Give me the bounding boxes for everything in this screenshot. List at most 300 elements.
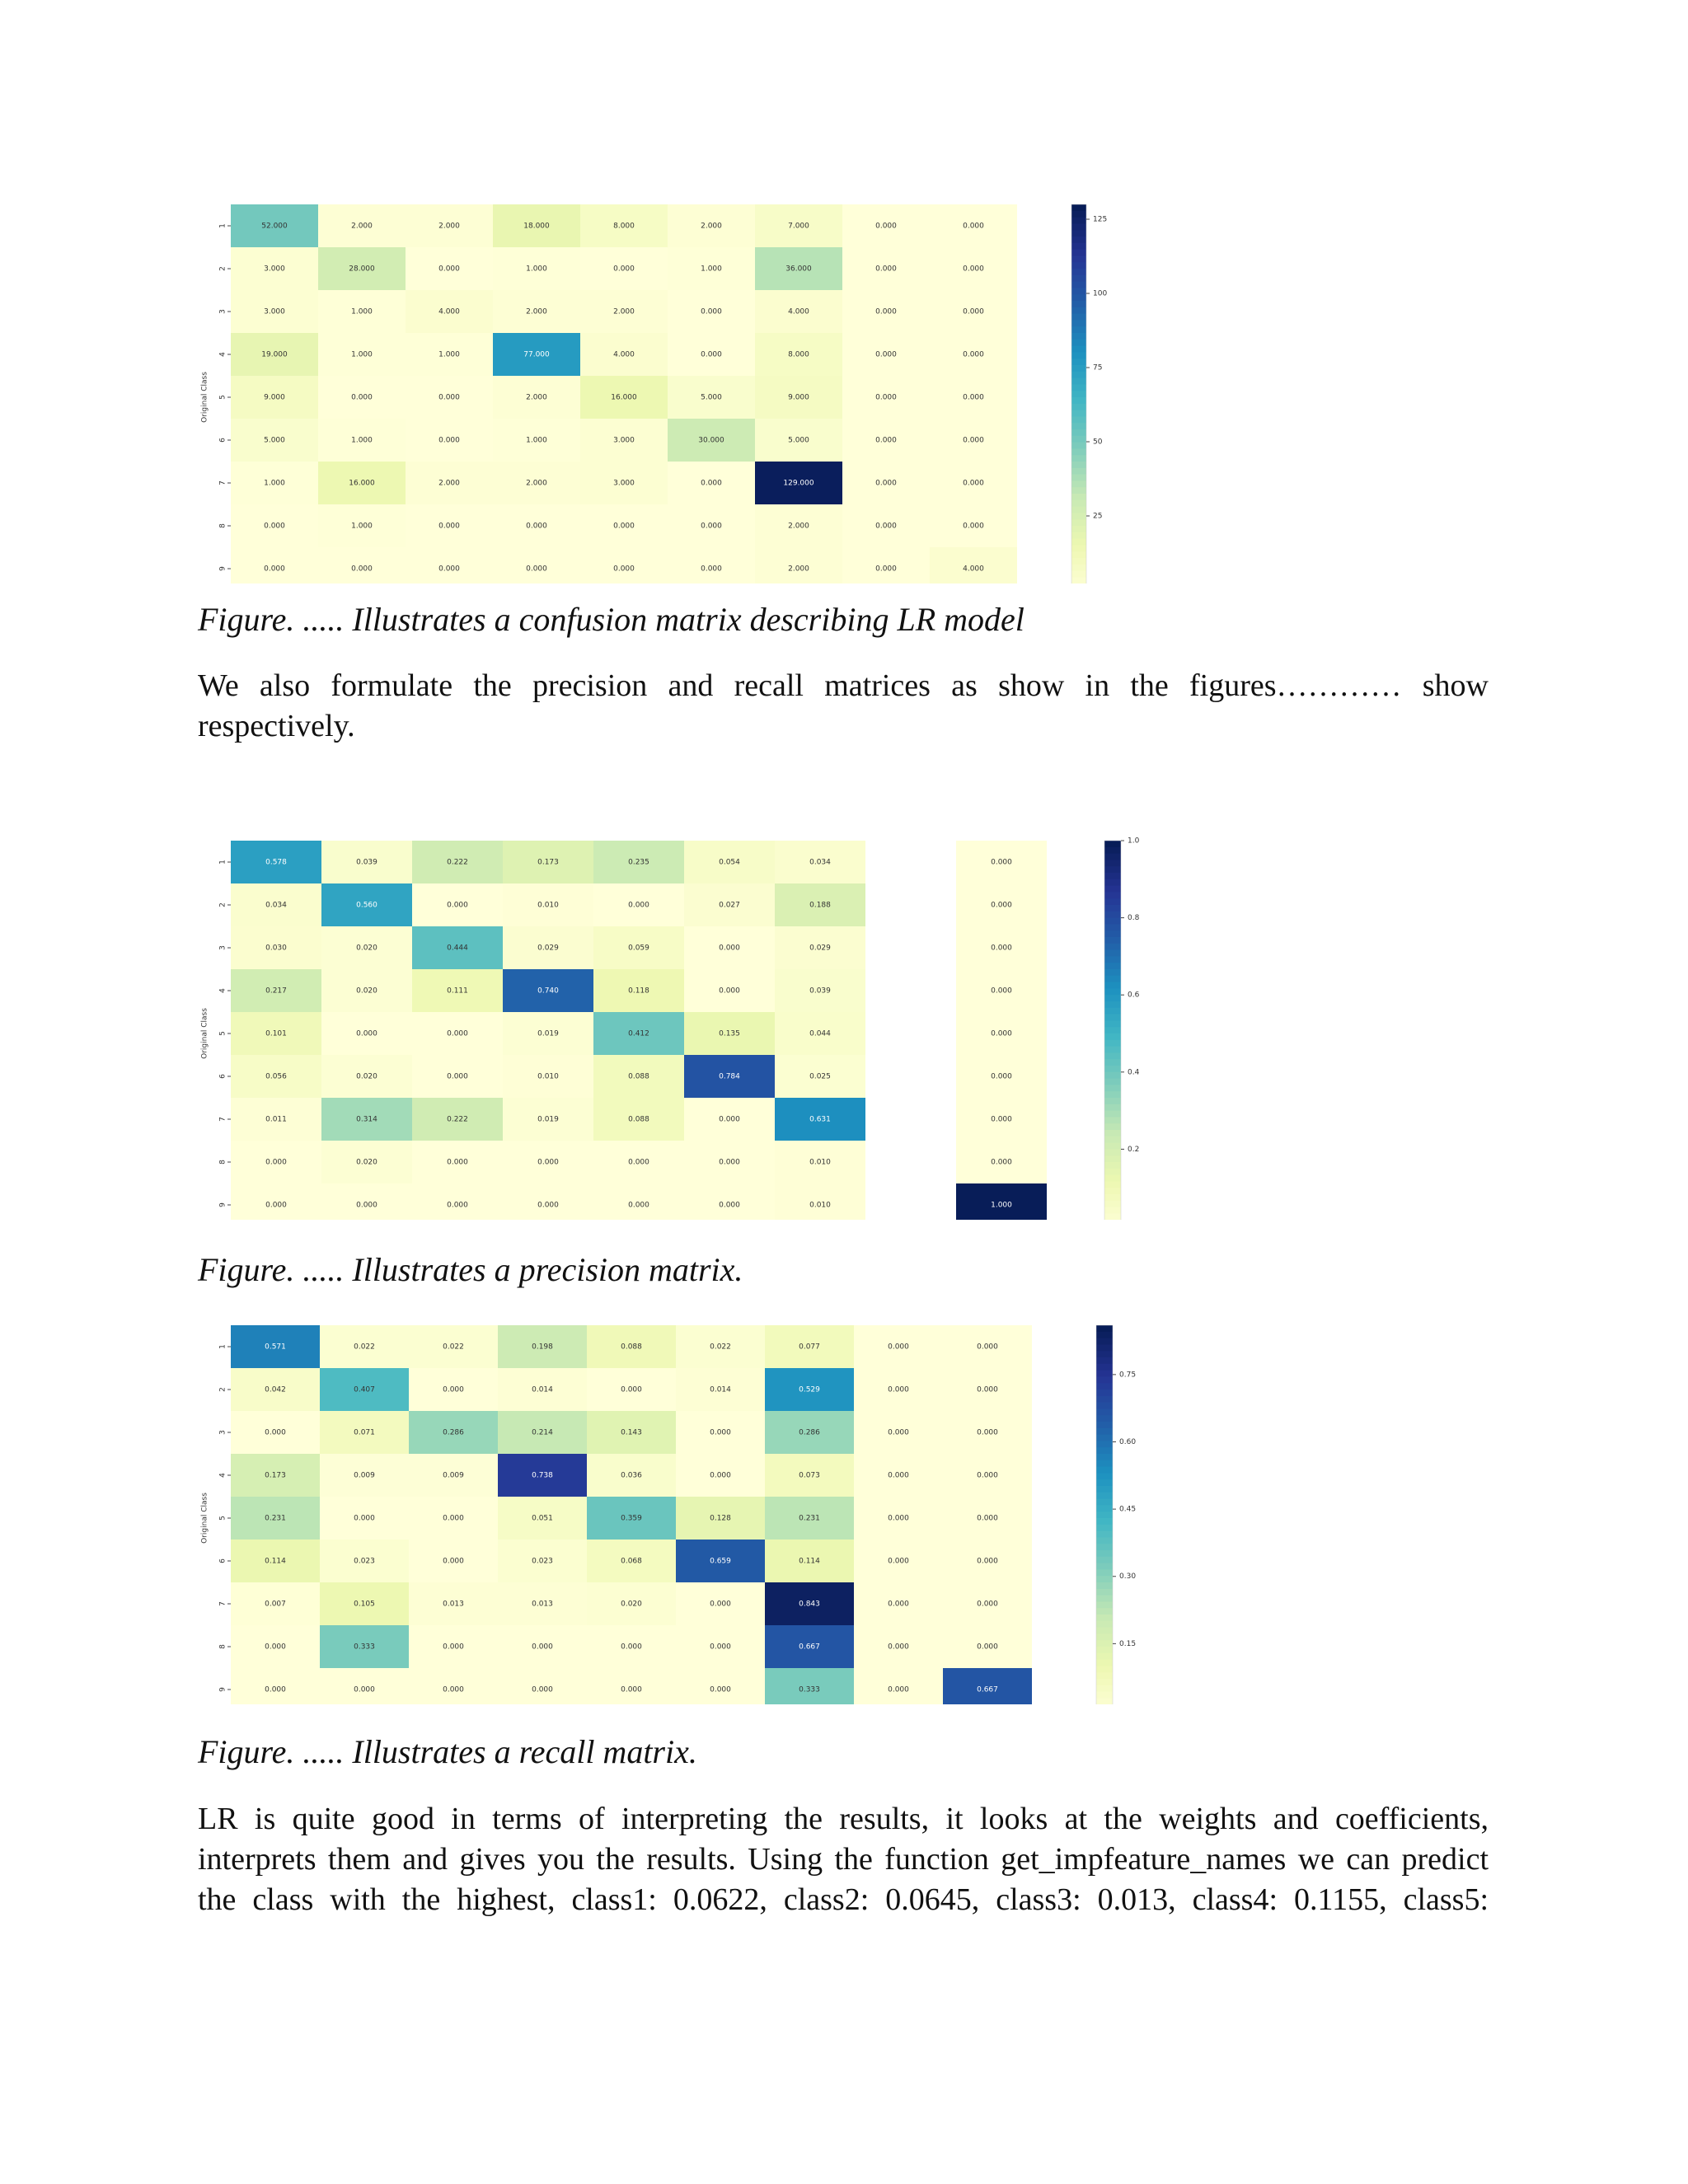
cell-value-label: 0.000: [963, 479, 984, 488]
cell-value-label: 0.000: [875, 265, 897, 274]
cell-value-label: 0.019: [537, 1115, 559, 1124]
cell-value-label: 0.020: [356, 944, 377, 953]
paragraph-line: LR is quite good in terms of interpreting the results, it looks at the weights and coefficients,: [198, 1802, 1489, 1836]
cell-value-label: 0.222: [447, 1115, 468, 1124]
colorbar-segment: [1071, 204, 1086, 211]
cell-value-label: 0.333: [799, 1685, 820, 1694]
cell-value-label: 0.000: [719, 944, 740, 953]
cell-value-label: 0.444: [447, 944, 468, 953]
cell-value-label: 0.000: [888, 1428, 909, 1437]
colorbar-segment: [1071, 494, 1086, 500]
cell-value-label: 0.000: [875, 436, 897, 445]
colorbar-tick-label: 25: [1093, 512, 1103, 521]
y-tick-label: 3: [218, 309, 227, 314]
cell-value-label: 0.022: [354, 1343, 375, 1352]
cell-value-label: 0.019: [537, 1029, 559, 1038]
colorbar-segment: [1096, 1685, 1113, 1692]
cell-value-label: 0.000: [888, 1343, 909, 1352]
cell-value-label: 0.000: [628, 901, 649, 910]
cell-value-label: 0.000: [701, 307, 722, 316]
cell-value-label: 0.000: [977, 1557, 998, 1566]
colorbar-tick-label: 0.8: [1128, 914, 1140, 923]
colorbar-segment: [1104, 1181, 1121, 1188]
colorbar-segment: [1104, 1098, 1121, 1104]
colorbar-segment: [1071, 359, 1086, 365]
cell-value-label: 0.020: [356, 1072, 377, 1081]
cell-value-label: 0.020: [356, 1158, 377, 1167]
cell-value-label: 0.659: [710, 1557, 731, 1566]
colorbar-segment: [1104, 1137, 1121, 1143]
cell-value-label: 0.022: [443, 1343, 464, 1352]
cell-value-label: 0.007: [265, 1600, 286, 1609]
cell-value-label: 0.000: [526, 522, 547, 531]
colorbar-segment: [1096, 1486, 1113, 1493]
cell-value-label: 0.000: [875, 522, 897, 531]
colorbar-segment: [1104, 860, 1121, 866]
cell-value-label: 5.000: [264, 436, 285, 445]
colorbar-segment: [1104, 1194, 1121, 1201]
colorbar-segment: [1104, 879, 1121, 886]
cell-value-label: 30.000: [698, 436, 724, 445]
y-tick-label: 8: [218, 1160, 227, 1165]
colorbar-segment: [1071, 326, 1086, 333]
colorbar-segment: [1096, 1479, 1113, 1486]
cell-value-label: 0.009: [443, 1471, 464, 1480]
cell-value-label: 4.000: [438, 307, 460, 316]
cell-value-label: 0.333: [354, 1643, 375, 1652]
colorbar-tick-label: 1.0: [1128, 837, 1140, 846]
cell-value-label: 0.000: [613, 565, 635, 574]
colorbar-segment: [1104, 1149, 1121, 1155]
colorbar-tick-label: 125: [1093, 215, 1108, 224]
paragraph-line: We also formulate the precision and recall matrices as show in the figures………… show: [198, 668, 1489, 703]
colorbar-segment: [1096, 1679, 1113, 1685]
colorbar-segment: [1071, 571, 1086, 578]
cell-value-label: 0.000: [710, 1685, 731, 1694]
cell-value-label: 0.114: [799, 1557, 820, 1566]
colorbar-segment: [1104, 1072, 1121, 1079]
colorbar-segment: [1071, 391, 1086, 397]
colorbar-segment: [1104, 937, 1121, 944]
cell-value-label: 0.000: [888, 1385, 909, 1394]
colorbar-segment: [1071, 558, 1086, 565]
colorbar-segment: [1071, 480, 1086, 487]
colorbar-segment: [1071, 294, 1086, 301]
colorbar-segment: [1096, 1563, 1113, 1570]
colorbar-segment: [1096, 1672, 1113, 1679]
cell-value-label: 0.027: [719, 901, 740, 910]
cell-value-label: 0.000: [875, 350, 897, 359]
cell-value-label: 77.000: [523, 350, 550, 359]
y-tick-label: 1: [218, 223, 227, 228]
colorbar-segment: [1104, 854, 1121, 860]
cell-value-label: 2.000: [438, 479, 460, 488]
cell-value-label: 0.000: [537, 1201, 559, 1210]
cell-value-label: 2.000: [788, 565, 809, 574]
colorbar-segment: [1096, 1371, 1113, 1377]
y-tick-label: 1: [218, 1344, 227, 1349]
cell-value-label: 0.000: [991, 901, 1012, 910]
cell-value-label: 0.000: [963, 307, 984, 316]
colorbar-segment: [1104, 898, 1121, 905]
colorbar-segment: [1071, 211, 1086, 218]
paragraph-line: interprets them and gives you the results. Using the function get_impfeature_names we can predict: [198, 1842, 1489, 1877]
colorbar-segment: [1071, 462, 1086, 468]
cell-value-label: 0.286: [443, 1428, 464, 1437]
colorbar-segment: [1104, 930, 1121, 937]
cell-value-label: 0.000: [963, 393, 984, 402]
y-tick-label: 4: [218, 352, 227, 357]
y-tick-label: 2: [218, 1387, 227, 1392]
paragraph-precision-recall: [198, 666, 1489, 747]
colorbar-segment: [1071, 519, 1086, 526]
colorbar-segment: [1104, 956, 1121, 963]
cell-value-label: 0.088: [628, 1115, 649, 1124]
colorbar-segment: [1096, 1640, 1113, 1647]
y-tick-label: 2: [218, 266, 227, 271]
cell-value-label: 0.000: [991, 858, 1012, 867]
cell-value-label: 0.020: [356, 987, 377, 996]
cell-value-label: 0.412: [628, 1029, 649, 1038]
cell-value-label: 0.000: [991, 1072, 1012, 1081]
cell-value-label: 8.000: [613, 222, 635, 231]
cell-value-label: 1.000: [264, 479, 285, 488]
cell-value-label: 2.000: [613, 307, 635, 316]
colorbar-segment: [1071, 352, 1086, 359]
cell-value-label: 0.000: [875, 222, 897, 231]
colorbar-segment: [1104, 1117, 1121, 1123]
y-tick-label: 1: [218, 860, 227, 865]
precision-matrix-figure: [198, 832, 1154, 1220]
y-tick-label: 6: [218, 438, 227, 443]
cell-value-label: 0.000: [354, 1514, 375, 1523]
cell-value-label: 0.000: [443, 1514, 464, 1523]
cell-value-label: 0.231: [265, 1514, 286, 1523]
colorbar-segment: [1104, 1130, 1121, 1137]
cell-value-label: 0.114: [265, 1557, 286, 1566]
cell-value-label: 129.000: [783, 479, 814, 488]
colorbar-segment: [1071, 372, 1086, 378]
cell-value-label: 0.578: [265, 858, 287, 867]
cell-value-label: 0.000: [354, 1685, 375, 1694]
cell-value-label: 0.056: [265, 1072, 287, 1081]
cell-value-label: 0.025: [809, 1072, 831, 1081]
cell-value-label: 0.000: [438, 393, 460, 402]
colorbar-segment: [1096, 1505, 1113, 1511]
colorbar-segment: [1104, 1001, 1121, 1008]
cell-value-label: 0.286: [799, 1428, 820, 1437]
precision-matrix-heatmap: [198, 832, 1154, 1220]
colorbar-segment: [1071, 275, 1086, 282]
colorbar-segment: [1096, 1647, 1113, 1653]
cell-value-label: 0.000: [991, 1115, 1012, 1124]
cell-value-label: 3.000: [613, 436, 635, 445]
y-tick-label: 9: [218, 1202, 227, 1207]
cell-value-label: 0.000: [532, 1685, 553, 1694]
colorbar-segment: [1071, 429, 1086, 436]
colorbar-tick-label: 0.15: [1119, 1639, 1137, 1648]
colorbar-segment: [1104, 1047, 1121, 1053]
colorbar-segment: [1104, 1188, 1121, 1194]
colorbar-segment: [1096, 1499, 1113, 1506]
cell-value-label: 0.222: [447, 858, 468, 867]
cell-value-label: 9.000: [264, 393, 285, 402]
colorbar-segment: [1104, 963, 1121, 969]
cell-value-label: 0.000: [447, 1201, 468, 1210]
colorbar-segment: [1104, 1079, 1121, 1085]
cell-value-label: 0.039: [809, 987, 831, 996]
cell-value-label: 0.000: [875, 393, 897, 402]
colorbar-segment: [1071, 468, 1086, 475]
colorbar-segment: [1096, 1525, 1113, 1531]
cell-value-label: 0.077: [799, 1343, 820, 1352]
colorbar-segment: [1096, 1447, 1113, 1454]
y-tick-label: 5: [218, 1031, 227, 1036]
confusion-matrix-figure: [198, 196, 1154, 583]
paragraph-line: the class with the highest, class1: 0.0622, class2: 0.0645, class3: 0.013, class4: 0.1155, class5:: [198, 1882, 1489, 1917]
cell-value-label: 0.000: [991, 944, 1012, 953]
colorbar-tick-label: 0.4: [1128, 1068, 1140, 1077]
cell-value-label: 0.022: [710, 1343, 731, 1352]
colorbar-segment: [1104, 969, 1121, 976]
cell-value-label: 0.000: [977, 1643, 998, 1652]
cell-value-label: 0.784: [719, 1072, 740, 1081]
cell-value-label: 0.000: [438, 265, 460, 274]
cell-value-label: 0.000: [977, 1600, 998, 1609]
colorbar-segment: [1096, 1364, 1113, 1371]
colorbar-segment: [1096, 1344, 1113, 1351]
colorbar-segment: [1096, 1589, 1113, 1596]
cell-value-label: 0.000: [443, 1685, 464, 1694]
y-tick-label: 9: [218, 1687, 227, 1692]
cell-value-label: 0.000: [443, 1557, 464, 1566]
colorbar-segment: [1071, 545, 1086, 551]
colorbar-segment: [1071, 577, 1086, 583]
colorbar-segment: [1071, 301, 1086, 307]
cell-value-label: 0.000: [963, 222, 984, 231]
confusion-matrix-heatmap: [198, 196, 1154, 583]
cell-value-label: 0.000: [356, 1029, 377, 1038]
cell-value-label: 1.000: [438, 350, 460, 359]
cell-value-label: 0.000: [613, 265, 635, 274]
colorbar-segment: [1096, 1422, 1113, 1428]
colorbar-segment: [1104, 1059, 1121, 1066]
cell-value-label: 0.000: [719, 1158, 740, 1167]
colorbar-segment: [1071, 404, 1086, 410]
colorbar-segment: [1096, 1698, 1113, 1704]
colorbar-segment: [1104, 1085, 1121, 1091]
cell-value-label: 0.000: [888, 1685, 909, 1694]
cell-value-label: 0.000: [888, 1557, 909, 1566]
paragraph-lr-interpretation: [198, 1799, 1489, 1920]
colorbar-segment: [1104, 892, 1121, 898]
colorbar-segment: [1071, 443, 1086, 449]
cell-value-label: 0.740: [537, 987, 559, 996]
cell-value-label: 0.000: [719, 1115, 740, 1124]
y-tick-label: 3: [218, 945, 227, 950]
colorbar-segment: [1071, 565, 1086, 571]
cell-value-label: 0.000: [701, 522, 722, 531]
colorbar-segment: [1096, 1660, 1113, 1666]
colorbar-segment: [1096, 1576, 1113, 1582]
cell-value-label: 0.359: [621, 1514, 642, 1523]
cell-value-label: 0.000: [875, 565, 897, 574]
colorbar-segment: [1096, 1460, 1113, 1467]
cell-value-label: 0.023: [354, 1557, 375, 1566]
cell-value-label: 0.571: [265, 1343, 286, 1352]
cell-value-label: 5.000: [788, 436, 809, 445]
cell-value-label: 19.000: [261, 350, 288, 359]
colorbar-segment: [1096, 1467, 1113, 1474]
cell-value-label: 0.314: [356, 1115, 377, 1124]
cell-value-label: 0.000: [963, 522, 984, 531]
cell-value-label: 0.009: [354, 1471, 375, 1480]
colorbar-segment: [1071, 384, 1086, 391]
cell-value-label: 0.000: [447, 901, 468, 910]
paragraph-line: respectively.: [198, 709, 355, 743]
colorbar-segment: [1071, 416, 1086, 423]
cell-value-label: 0.000: [628, 1158, 649, 1167]
cell-value-label: 0.000: [351, 565, 373, 574]
colorbar-segment: [1104, 886, 1121, 893]
cell-value-label: 0.000: [447, 1158, 468, 1167]
colorbar-segment: [1096, 1544, 1113, 1550]
cell-value-label: 0.029: [537, 944, 559, 953]
cell-value-label: 0.667: [977, 1685, 998, 1694]
colorbar-segment: [1096, 1550, 1113, 1557]
cell-value-label: 0.088: [628, 1072, 649, 1081]
colorbar-segment: [1104, 1155, 1121, 1162]
cell-value-label: 0.020: [621, 1600, 642, 1609]
colorbar-segment: [1104, 873, 1121, 879]
cell-value-label: 0.000: [701, 479, 722, 488]
cell-value-label: 0.000: [438, 522, 460, 531]
colorbar-segment: [1071, 218, 1086, 224]
recall-matrix-heatmap: [198, 1317, 1154, 1704]
cell-value-label: 0.000: [532, 1643, 553, 1652]
colorbar-segment: [1096, 1666, 1113, 1672]
colorbar-segment: [1071, 320, 1086, 326]
cell-value-label: 0.059: [628, 944, 649, 953]
colorbar-segment: [1104, 995, 1121, 1001]
colorbar-segment: [1096, 1428, 1113, 1435]
colorbar-segment: [1104, 976, 1121, 982]
colorbar-segment: [1096, 1628, 1113, 1634]
colorbar-segment: [1096, 1596, 1113, 1602]
colorbar-segment: [1104, 1104, 1121, 1111]
cell-value-label: 0.000: [356, 1201, 377, 1210]
colorbar-segment: [1071, 314, 1086, 321]
cell-value-label: 0.000: [991, 1029, 1012, 1038]
cell-value-label: 0.000: [977, 1385, 998, 1394]
cell-value-label: 16.000: [611, 393, 637, 402]
y-tick-label: 4: [218, 1473, 227, 1478]
cell-value-label: 0.000: [875, 479, 897, 488]
colorbar-segment: [1071, 539, 1086, 546]
cell-value-label: 5.000: [701, 393, 722, 402]
colorbar-segment: [1071, 250, 1086, 256]
cell-value-label: 0.054: [719, 858, 740, 867]
colorbar-segment: [1096, 1403, 1113, 1409]
cell-value-label: 0.000: [265, 1643, 286, 1652]
cell-value-label: 0.014: [710, 1385, 731, 1394]
cell-value-label: 0.000: [447, 1029, 468, 1038]
cell-value-label: 0.214: [532, 1428, 553, 1437]
cell-value-label: 0.000: [537, 1158, 559, 1167]
cell-value-label: 0.000: [701, 565, 722, 574]
y-tick-label: 4: [218, 988, 227, 993]
colorbar-segment: [1104, 950, 1121, 957]
colorbar-tick-label: 0.75: [1119, 1371, 1137, 1380]
colorbar-segment: [1096, 1396, 1113, 1403]
cell-value-label: 3.000: [264, 307, 285, 316]
figure-caption-recall: Figure. ..... Illustrates a recall matrix.: [198, 1733, 697, 1770]
cell-value-label: 0.000: [613, 522, 635, 531]
cell-value-label: 16.000: [349, 479, 375, 488]
colorbar-segment: [1096, 1601, 1113, 1608]
cell-value-label: 0.111: [447, 987, 468, 996]
colorbar-segment: [1071, 507, 1086, 513]
cell-value-label: 0.000: [443, 1643, 464, 1652]
colorbar-segment: [1071, 346, 1086, 353]
cell-value-label: 0.198: [532, 1343, 553, 1352]
colorbar-tick-label: 100: [1093, 289, 1108, 298]
colorbar-segment: [1096, 1615, 1113, 1621]
colorbar-segment: [1071, 262, 1086, 269]
cell-value-label: 0.000: [264, 522, 285, 531]
cell-value-label: 0.000: [701, 350, 722, 359]
cell-value-label: 1.000: [526, 265, 547, 274]
cell-value-label: 1.000: [526, 436, 547, 445]
colorbar-segment: [1096, 1493, 1113, 1499]
colorbar-segment: [1071, 532, 1086, 539]
cell-value-label: 0.000: [621, 1643, 642, 1652]
cell-value-label: 0.000: [991, 987, 1012, 996]
cell-value-label: 0.000: [710, 1471, 731, 1480]
y-tick-label: 9: [218, 566, 227, 571]
colorbar-segment: [1096, 1332, 1113, 1338]
colorbar-segment: [1104, 982, 1121, 989]
colorbar-segment: [1104, 1066, 1121, 1072]
cell-value-label: 0.000: [875, 307, 897, 316]
cell-value-label: 8.000: [788, 350, 809, 359]
y-tick-label: 5: [218, 395, 227, 400]
colorbar-segment: [1104, 1143, 1121, 1150]
cell-value-label: 9.000: [788, 393, 809, 402]
cell-value-label: 0.000: [977, 1471, 998, 1480]
colorbar-segment: [1104, 1015, 1121, 1021]
colorbar-segment: [1104, 1111, 1121, 1118]
colorbar-segment: [1104, 1008, 1121, 1015]
cell-value-label: 0.000: [719, 987, 740, 996]
cell-value-label: 0.036: [621, 1471, 642, 1480]
cell-value-label: 0.068: [621, 1557, 642, 1566]
cell-value-label: 2.000: [526, 479, 547, 488]
cell-value-label: 1.000: [991, 1201, 1012, 1210]
colorbar-segment: [1096, 1351, 1113, 1357]
cell-value-label: 0.000: [265, 1201, 287, 1210]
cell-value-label: 0.000: [710, 1428, 731, 1437]
y-tick-label: 6: [218, 1558, 227, 1563]
colorbar-segment: [1104, 1207, 1121, 1214]
cell-value-label: 0.631: [809, 1115, 831, 1124]
colorbar-tick-label: 0.6: [1128, 991, 1140, 1000]
colorbar-segment: [1104, 1027, 1121, 1033]
cell-value-label: 0.000: [719, 1201, 740, 1210]
colorbar-segment: [1096, 1383, 1113, 1390]
cell-value-label: 1.000: [351, 436, 373, 445]
colorbar-segment: [1071, 487, 1086, 494]
